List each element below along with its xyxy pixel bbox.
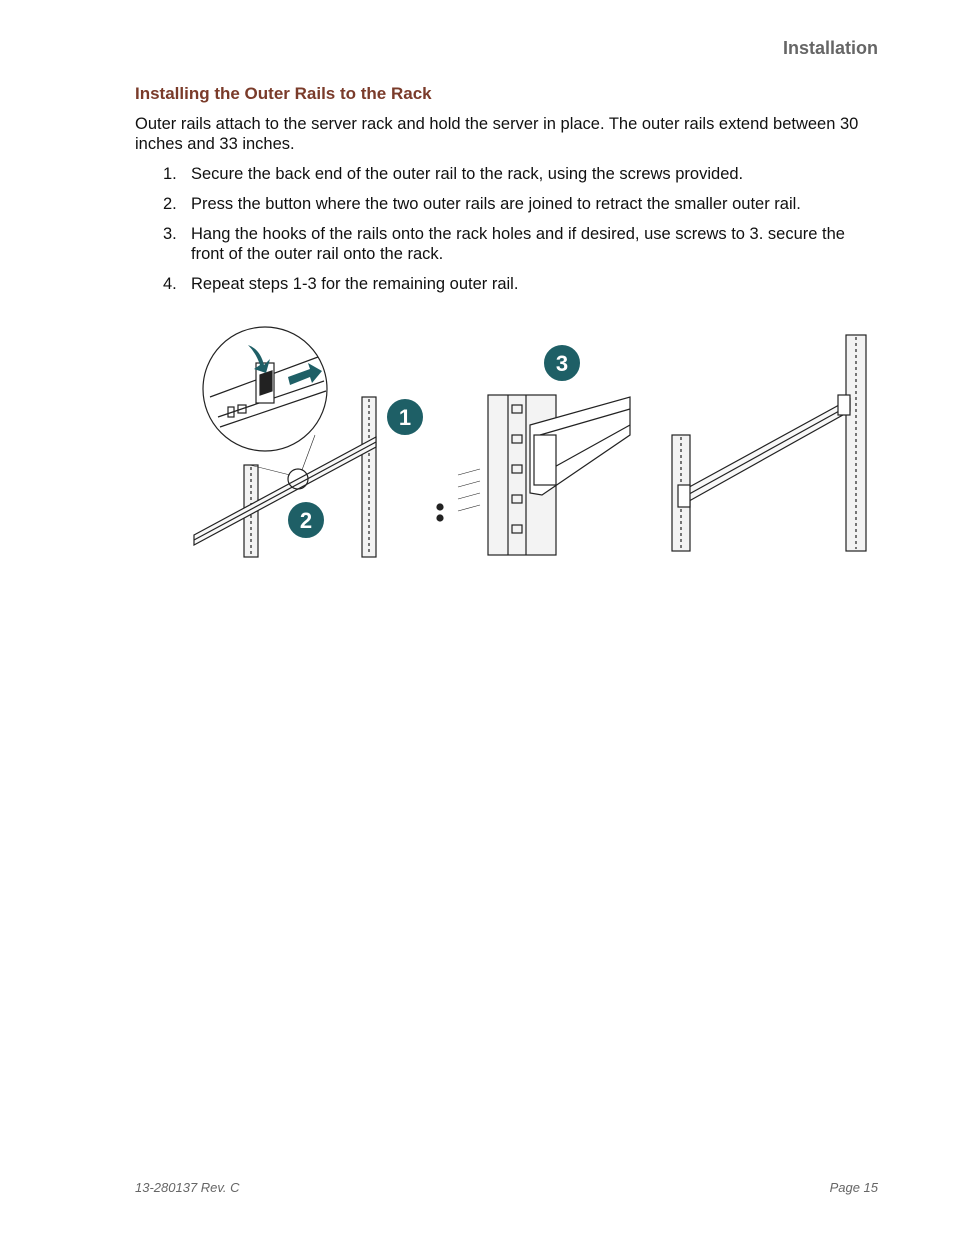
section-title: Installing the Outer Rails to the Rack xyxy=(135,84,432,103)
panel-2-illustration xyxy=(437,395,630,555)
page-number: Page 15 xyxy=(829,1180,878,1195)
callout-3-label: 3 xyxy=(555,351,569,376)
panel-1-illustration xyxy=(194,327,376,557)
callout-2-label: 2 xyxy=(299,508,313,533)
rail-installation-figure xyxy=(190,325,880,560)
callout-1 xyxy=(386,398,424,436)
step-number: 1. xyxy=(163,165,177,183)
callout-1-label: 1 xyxy=(398,405,412,430)
callout-2 xyxy=(287,501,325,539)
list-item xyxy=(135,164,880,184)
step-list xyxy=(135,164,880,304)
list-item xyxy=(135,224,880,264)
list-item xyxy=(135,194,880,214)
step-text: Press the button where the two outer rails are joined to retract the smaller outer rail. xyxy=(191,195,801,213)
step-number: 2. xyxy=(163,195,177,213)
step-number: 3. xyxy=(163,225,177,243)
step-text: Repeat steps 1-3 for the remaining outer rail. xyxy=(191,275,519,293)
intro-paragraph: Outer rails attach to the server rack and hold the server in place. The outer rails extend between 30 inches and 33 inches. xyxy=(135,115,859,153)
list-item xyxy=(135,274,880,294)
doc-number: 13-280137 Rev. C xyxy=(135,1180,240,1195)
step-text: Secure the back end of the outer rail to the rack, using the screws provided. xyxy=(191,165,744,183)
panel-3-illustration xyxy=(672,335,866,551)
callout-3 xyxy=(543,344,581,382)
step-text: Hang the hooks of the rails onto the rack holes and if desired, use screws to 3. secure the front of the outer rail onto the rack. xyxy=(191,225,845,263)
running-header: Installation xyxy=(782,38,878,58)
step-number: 4. xyxy=(163,275,177,293)
